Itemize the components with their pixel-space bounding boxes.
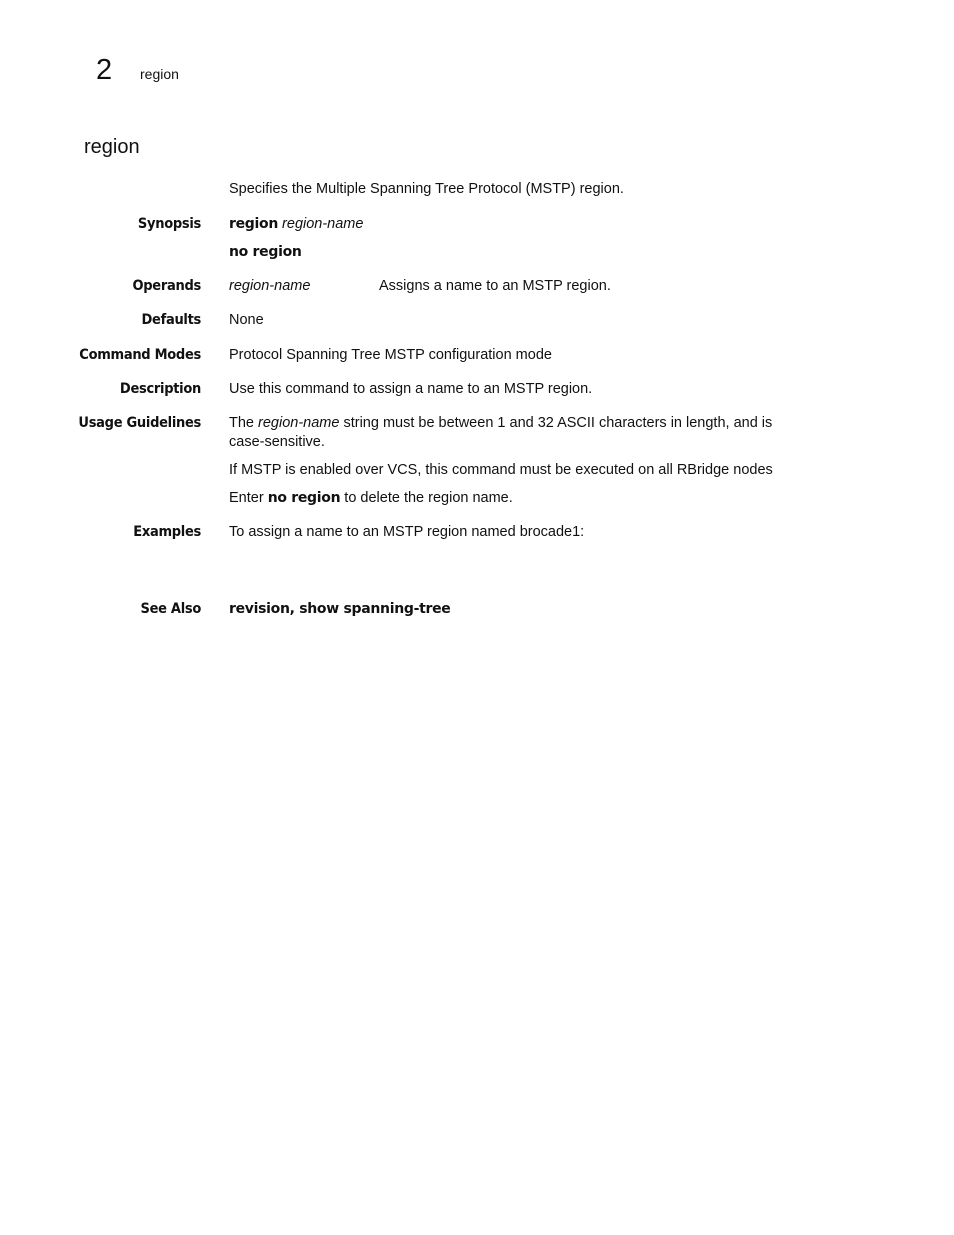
usage-paragraph-1 bbox=[229, 414, 772, 432]
usage-p3-command: no region bbox=[267, 490, 341, 506]
page-title: region bbox=[84, 136, 140, 158]
usage-p1-text-b: string must be between 1 and 32 ASCII characters in length, and is bbox=[339, 415, 773, 431]
see-also-label: See Also bbox=[140, 601, 201, 617]
usage-guidelines-label: Usage Guidelines bbox=[78, 415, 201, 431]
intro-text: Specifies the Multiple Spanning Tree Protocol (MSTP) region. bbox=[229, 181, 624, 197]
synopsis-keyword: region bbox=[229, 216, 279, 232]
usage-p3-text-b: to delete the region name. bbox=[340, 490, 513, 506]
defaults-value: None bbox=[229, 312, 264, 328]
chapter-number: 2 bbox=[96, 54, 113, 86]
command-modes-value: Protocol Spanning Tree MSTP configuration mode bbox=[229, 347, 552, 363]
usage-p3-text-a: Enter bbox=[229, 490, 268, 506]
synopsis-line-1 bbox=[229, 215, 363, 233]
examples-label: Examples bbox=[133, 524, 201, 540]
usage-paragraph-1-cont: case-sensitive. bbox=[229, 434, 325, 450]
usage-p1-argument: region-name bbox=[258, 415, 340, 431]
synopsis-argument: region-name bbox=[282, 216, 364, 232]
description-value: Use this command to assign a name to an MSTP region. bbox=[229, 381, 593, 397]
examples-value: To assign a name to an MSTP region named brocade1: bbox=[229, 524, 585, 540]
see-also-links[interactable]: revision, show spanning-tree bbox=[229, 601, 451, 617]
description-label: Description bbox=[119, 381, 201, 397]
operands-label: Operands bbox=[132, 278, 201, 294]
usage-p1-text-a: The bbox=[229, 415, 259, 431]
command-modes-label: Command Modes bbox=[79, 347, 201, 363]
defaults-label: Defaults bbox=[141, 312, 201, 328]
synopsis-label: Synopsis bbox=[137, 216, 201, 232]
operand-name: region-name bbox=[229, 278, 311, 294]
usage-paragraph-3 bbox=[229, 489, 513, 507]
synopsis-line-2: no region bbox=[229, 244, 302, 260]
operand-description: Assigns a name to an MSTP region. bbox=[379, 278, 611, 294]
usage-paragraph-2: If MSTP is enabled over VCS, this command must be executed on all RBridge nodes bbox=[229, 462, 773, 478]
running-title: region bbox=[140, 66, 179, 82]
